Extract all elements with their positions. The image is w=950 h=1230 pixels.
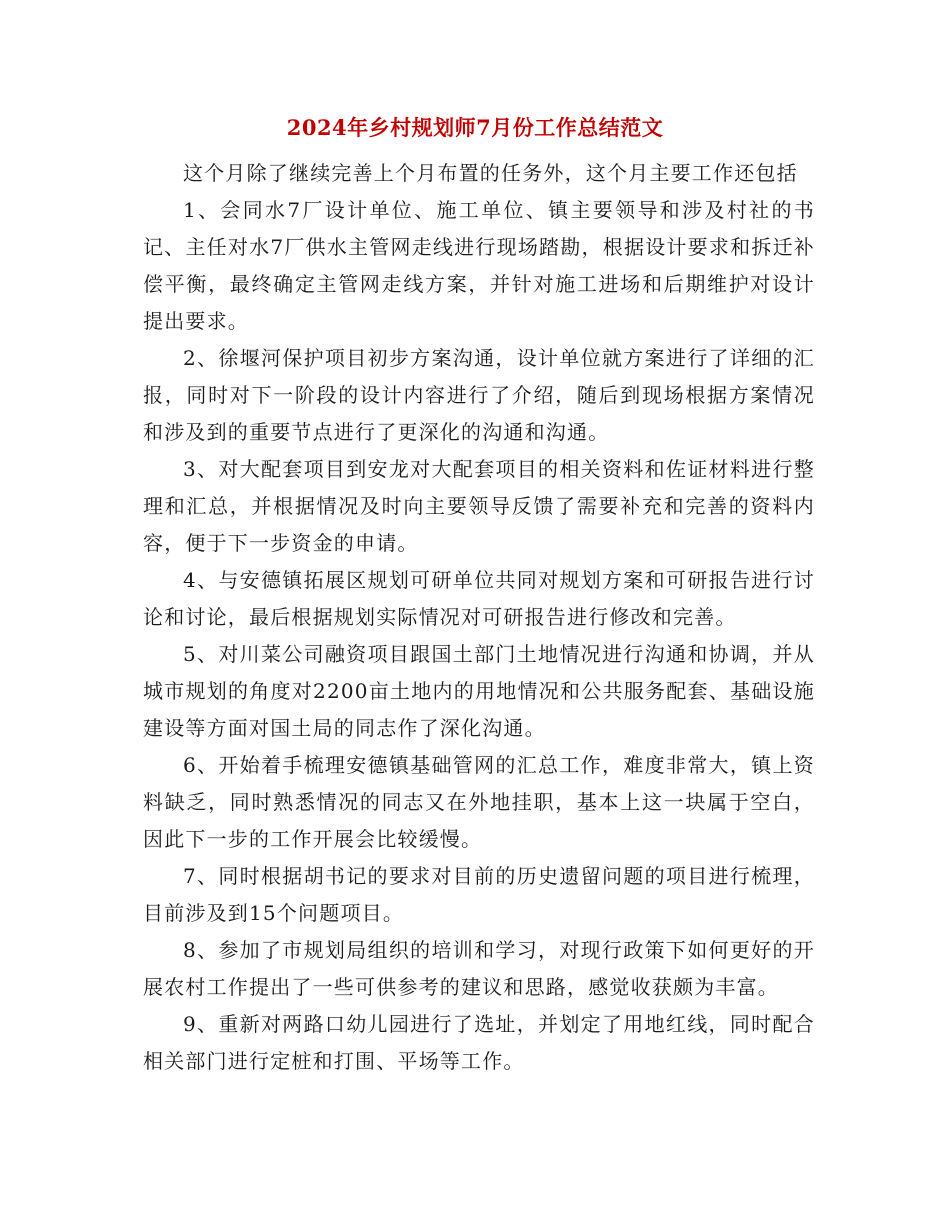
document-body	[143, 155, 815, 1080]
paragraph-item-6: 6、开始着手梳理安德镇基础管网的汇总工作，难度非常大，镇上资料缺乏，同时熟悉情况的同志又在外地挂职，基本上这一块属于空白，因此下一步的工作开展会比较缓慢。	[143, 753, 815, 851]
paragraph-item-3: 3、对大配套项目到安龙对大配套项目的相关资料和佐证材料进行整理和汇总，并根据情况及时向主要领导反馈了需要补充和完善的资料内容，便于下一步资金的申请。	[143, 457, 815, 555]
paragraph-item-1: 1、会同水7厂设计单位、施工单位、镇主要领导和涉及村社的书记、主任对水7厂供水主管网走线进行现场踏勘，根据设计要求和拆迁补偿平衡，最终确定主管网走线方案，并针对施工进场和后期维护对设计提出要求。	[143, 198, 815, 333]
paragraph-item-5: 5、对川菜公司融资项目跟国土部门土地情况进行沟通和协调，并从城市规划的角度对2200亩土地内的用地情况和公共服务配套、基础设施建设等方面对国土局的同志作了深化沟通。	[143, 642, 815, 740]
paragraph-item-9: 9、重新对两路口幼儿园进行了选址，并划定了用地红线，同时配合相关部门进行定桩和打围、平场等工作。	[143, 1012, 815, 1073]
paragraph-item-7: 7、同时根据胡书记的要求对目前的历史遗留问题的项目进行梳理，目前涉及到15个问题项目。	[143, 864, 815, 925]
paragraph-item-2: 2、徐堰河保护项目初步方案沟通，设计单位就方案进行了详细的汇报，同时对下一阶段的设计内容进行了介绍，随后到现场根据方案情况和涉及到的重要节点进行了更深化的沟通和沟通。	[143, 346, 815, 444]
paragraph-item-8: 8、参加了市规划局组织的培训和学习，对现行政策下如何更好的开展农村工作提出了一些可供参考的建议和思路，感觉收获颇为丰富。	[143, 938, 815, 999]
document-title: 2024年乡村规划师7月份工作总结范文	[286, 115, 664, 140]
paragraph-intro: 这个月除了继续完善上个月布置的任务外，这个月主要工作还包括	[183, 161, 798, 185]
paragraph-item-4: 4、与安德镇拓展区规划可研单位共同对规划方案和可研报告进行讨论和讨论，最后根据规划实际情况对可研报告进行修改和完善。	[143, 568, 815, 629]
